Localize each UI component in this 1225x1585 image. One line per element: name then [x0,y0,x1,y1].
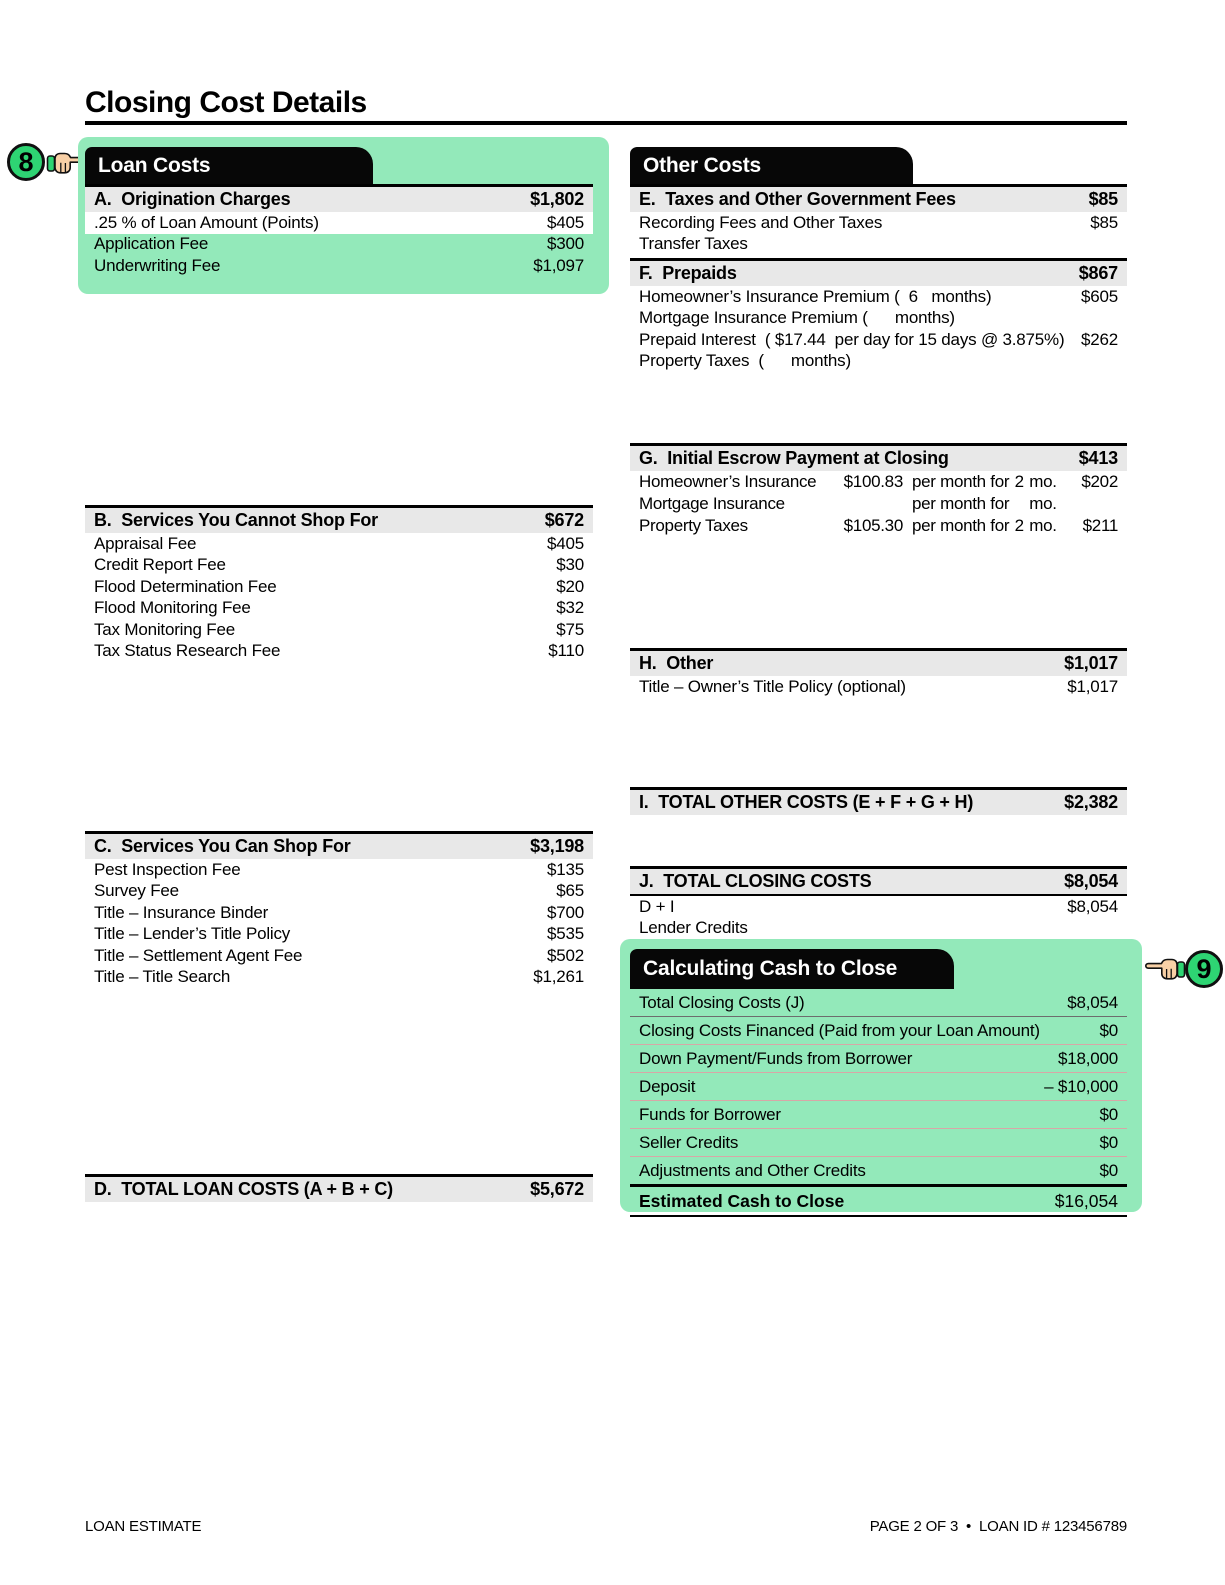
section-d-label: D. TOTAL LOAN COSTS (A + B + C) [94,1179,393,1199]
section-d-header [85,1174,593,1202]
row-value: $535 [546,924,584,944]
row-label: Title – Owner’s Title Policy (optional) [639,676,906,696]
section-b-services-cannot-shop [85,505,593,662]
section-f-label: F. Prepaids [639,263,737,283]
section-b-label: B. Services You Cannot Shop For [94,510,378,530]
section-i-total: $2,382 [1064,792,1118,812]
pointing-hand-left-icon [1144,954,1186,984]
row-value: $211 [1082,516,1118,535]
row-value: $8,054 [1067,896,1118,916]
section-i-total-other-costs [630,787,1127,815]
annotation-badge-8: 8 [7,143,45,181]
footer-page-loan-id: PAGE 2 OF 3 • LOAN ID # 123456789 [869,1518,1127,1535]
row-value: $502 [546,945,584,965]
table-row [630,1129,1127,1157]
row-monthly-amount: $100.83 [843,472,903,491]
row-label: Flood Determination Fee [94,576,277,596]
row-label: Appraisal Fee [94,533,197,553]
table-row [630,1073,1127,1101]
row-value: $1,261 [533,967,584,987]
row-label: D + I [639,896,675,916]
row-label: Title – Lender’s Title Policy [94,924,291,944]
section-a-origination-charges [85,184,593,277]
cash-to-close-table [630,989,1127,1217]
section-c-label: C. Services You Can Shop For [94,836,351,856]
table-row [85,576,593,598]
row-monthly-amount: $105.30 [843,516,903,535]
section-f-total: $867 [1078,263,1118,283]
row-label: Tax Status Research Fee [94,641,281,661]
section-g-label: G. Initial Escrow Payment at Closing [639,448,949,468]
section-g-header [630,443,1127,471]
row-months-unit: mo. [1029,494,1057,513]
row-value: $0 [1099,1132,1118,1152]
row-value: $32 [556,598,584,618]
section-h-total: $1,017 [1064,653,1118,673]
table-row [85,902,593,924]
table-row [630,308,1127,330]
section-j-header [630,866,1127,896]
section-e-label: E. Taxes and Other Government Fees [639,189,956,209]
row-value: $0 [1099,1020,1118,1040]
table-row [85,881,593,903]
row-value: $700 [546,902,584,922]
table-row [85,945,593,967]
table-row [630,1017,1127,1045]
page-title: Closing Cost Details [85,86,367,119]
table-row [85,212,593,234]
section-h-other [630,648,1127,698]
row-value: $8,054 [1067,992,1118,1012]
table-row [85,555,593,577]
row-value: $1,097 [533,255,584,275]
row-value: $135 [546,859,584,879]
table-row [630,212,1127,234]
section-f-prepaids [630,258,1127,372]
annotation-badge-9: 9 [1185,950,1223,988]
row-value: $75 [556,619,584,639]
section-c-header [85,831,593,859]
row-label: Survey Fee [94,881,179,901]
table-row [630,989,1127,1017]
section-j-label: J. TOTAL CLOSING COSTS [639,871,872,891]
section-f-header [630,258,1127,286]
row-label: Homeowner’s Insurance [639,472,817,491]
section-c-services-can-shop [85,831,593,988]
table-row [630,1157,1127,1184]
section-b-total: $672 [544,510,584,530]
row-label: Underwriting Fee [94,255,221,275]
row-value: $0 [1099,1104,1118,1124]
table-row [630,493,1127,515]
section-a-label: A. Origination Charges [94,189,291,209]
row-value: $202 [1081,472,1118,491]
row-value: $300 [546,234,584,254]
row-value: $405 [546,212,584,232]
section-g-total: $413 [1078,448,1118,468]
table-row [85,967,593,989]
row-value: $405 [546,533,584,553]
row-label: .25 % of Loan Amount (Points) [94,212,319,232]
row-value: $30 [556,555,584,575]
row-label: Prepaid Interest ( $17.44 per day for 15 days @ 3.875%) [639,329,1065,349]
table-row [85,598,593,620]
row-value: $110 [548,641,584,661]
section-d-total: $5,672 [530,1179,584,1199]
row-value: $85 [1090,212,1118,232]
row-label: Title – Insurance Binder [94,902,269,922]
row-label: Total Closing Costs (J) [639,992,805,1012]
section-j-total: $8,054 [1064,871,1118,891]
table-row [85,924,593,946]
table-row [85,533,593,555]
section-e-header [630,184,1127,212]
table-row [630,329,1127,351]
row-label: Title – Settlement Agent Fee [94,945,303,965]
table-row [630,896,1127,918]
row-label: Pest Inspection Fee [94,859,241,879]
row-label: Estimated Cash to Close [639,1190,845,1211]
table-row [630,1101,1127,1129]
row-per-month-text: per month for [912,494,1010,513]
table-row [85,234,593,256]
row-label: Title – Title Search [94,967,231,987]
row-label: Deposit [639,1076,696,1096]
row-label: Funds for Borrower [639,1104,781,1124]
row-value: $16,054 [1054,1190,1118,1211]
row-value: $18,000 [1057,1048,1118,1068]
row-label: Recording Fees and Other Taxes [639,212,883,232]
section-b-header [85,505,593,533]
section-j-total-closing-costs [630,866,1127,939]
row-label: Mortgage Insurance [639,494,785,513]
row-value: $605 [1080,286,1118,306]
section-a-total: $1,802 [530,189,584,209]
cash-to-close-tab-label: Calculating Cash to Close [643,957,898,980]
section-i-header [630,787,1127,815]
section-e-total: $85 [1088,189,1118,209]
table-row [85,641,593,663]
table-row [85,859,593,881]
section-g-initial-escrow [630,443,1127,537]
row-months-unit: mo. [1029,516,1057,535]
table-row [630,515,1127,537]
row-value: $65 [556,881,584,901]
table-row [630,234,1127,256]
row-label: Tax Monitoring Fee [94,619,235,639]
row-label: Flood Monitoring Fee [94,598,251,618]
table-row [85,255,593,277]
row-label: Homeowner’s Insurance Premium ( 6 months) [639,286,992,306]
row-label: Credit Report Fee [94,555,226,575]
footer-document-label: LOAN ESTIMATE [85,1518,202,1535]
row-label: Transfer Taxes [639,234,748,254]
row-per-month-text: per month for [912,472,1010,491]
row-value: $0 [1099,1160,1118,1180]
cash-to-close-tab [630,949,954,989]
table-row [85,619,593,641]
table-row [630,471,1127,493]
section-h-label: H. Other [639,653,714,673]
row-label: Closing Costs Financed (Paid from your Loan Amount) [639,1020,1040,1040]
table-row [630,286,1127,308]
other-costs-tab-label: Other Costs [643,153,761,177]
loan-costs-tab [85,147,373,184]
row-label: Mortgage Insurance Premium ( months) [639,308,955,328]
row-value: $20 [556,576,584,596]
row-label: Seller Credits [639,1132,739,1152]
loan-costs-tab-label: Loan Costs [98,153,211,177]
row-value: $262 [1080,329,1118,349]
row-label: Down Payment/Funds from Borrower [639,1048,913,1068]
row-label: Adjustments and Other Credits [639,1160,866,1180]
row-value: – $10,000 [1044,1076,1118,1096]
section-h-header [630,648,1127,676]
row-label: Property Taxes [639,516,748,535]
table-row [630,1045,1127,1073]
row-value: $1,017 [1067,676,1118,696]
section-a-header [85,184,593,212]
row-label: Property Taxes ( months) [639,351,851,371]
row-months-unit: mo. [1029,472,1057,491]
section-e-taxes-government-fees [630,184,1127,255]
section-i-label: I. TOTAL OTHER COSTS (E + F + G + H) [639,792,974,812]
other-costs-tab [630,147,913,184]
row-label: Application Fee [94,234,209,254]
table-row [630,918,1127,940]
table-row [630,676,1127,698]
table-row [630,351,1127,373]
row-per-month-text: per month for [912,516,1010,535]
row-months-count: 2 [1014,516,1024,535]
section-d-total-loan-costs [85,1174,593,1202]
title-rule [85,121,1127,125]
row-months-count: 2 [1014,472,1024,491]
estimated-cash-to-close-row [630,1184,1127,1217]
row-label: Lender Credits [639,918,748,938]
section-c-total: $3,198 [530,836,584,856]
